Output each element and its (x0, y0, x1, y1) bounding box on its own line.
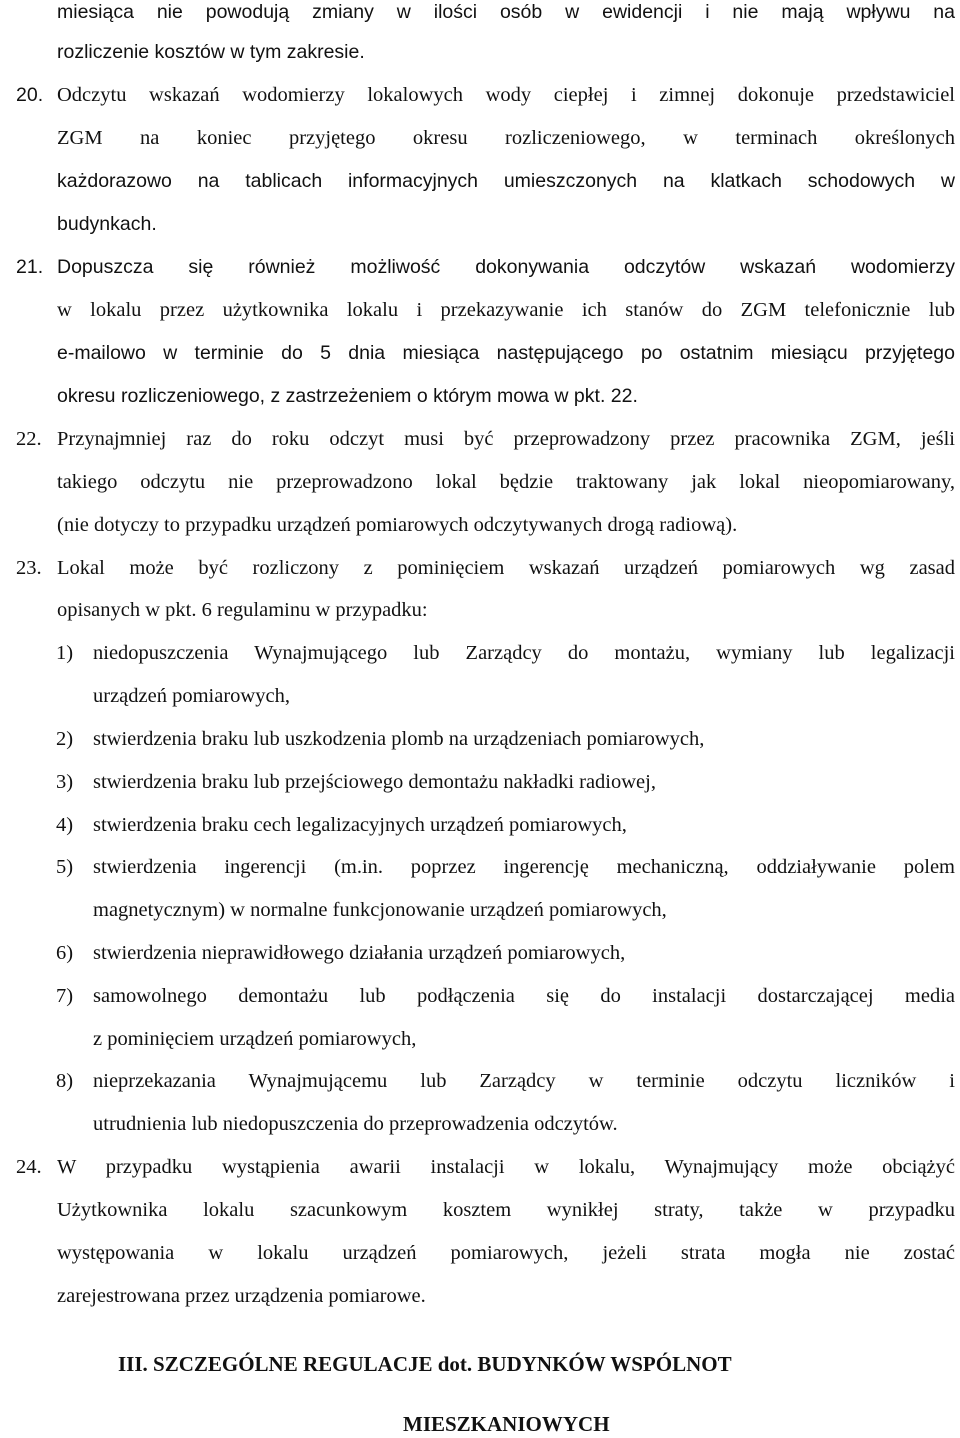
point-number: 21. (16, 256, 44, 278)
list-item-number: 5) (56, 856, 74, 878)
list-item: magnetycznym) w normalne funkcjonowanie urządzeń pomiarowych, (93, 899, 667, 921)
text-line: miesiąca nie powodują zmiany w ilości osób w ewidencji i nie mają wpływu na (57, 1, 955, 23)
text-line: każdorazowo na tablicach informacyjnych umieszczonych na klatkach schodowych w (57, 170, 955, 192)
list-item: niedopuszczenia Wynajmującego lub Zarządcy do montażu, wymiany lub legalizacji (93, 642, 955, 664)
section-heading: MIESZKANIOWYCH (403, 1412, 610, 1436)
list-item: utrudnienia lub niedopuszczenia do przeprowadzenia odczytów. (93, 1113, 618, 1135)
text-line: Lokal może być rozliczony z pominięciem wskazań urządzeń pomiarowych wg zasad (57, 557, 955, 579)
list-item-number: 2) (56, 728, 74, 750)
list-item-number: 6) (56, 942, 74, 964)
list-item: stwierdzenia braku lub przejściowego demontażu nakładki radiowej, (93, 771, 656, 793)
list-item: urządzeń pomiarowych, (93, 685, 290, 707)
text-line: okresu rozliczeniowego, z zastrzeżeniem o którym mowa w pkt. 22. (57, 385, 638, 407)
text-line: (nie dotyczy to przypadku urządzeń pomiarowych odczytywanych drogą radiową). (57, 514, 738, 536)
list-item: z pominięciem urządzeń pomiarowych, (93, 1028, 417, 1050)
text-line: Przynajmniej raz do roku odczyt musi być przeprowadzony przez pracownika ZGM, jeśli (57, 428, 955, 450)
text-line: występowania w lokalu urządzeń pomiarowych, jeżeli strata mogła nie zostać (57, 1242, 955, 1264)
text-line: rozliczenie kosztów w tym zakresie. (57, 41, 365, 63)
list-item: stwierdzenia ingerencji (m.in. poprzez ingerencję mechaniczną, oddziaływanie polem (93, 856, 955, 878)
text-line: Odczytu wskazań wodomierzy lokalowych wody ciepłej i zimnej dokonuje przedstawiciel (57, 84, 955, 106)
text-line: zarejestrowana przez urządzenia pomiarowe. (57, 1285, 426, 1307)
text-line: e-mailowo w terminie do 5 dnia miesiąca następującego po ostatnim miesiącu przyjętego (57, 342, 955, 364)
text-line: opisanych w pkt. 6 regulaminu w przypadku: (57, 599, 428, 621)
list-item: nieprzekazania Wynajmującemu lub Zarządcy w terminie odczytu liczników i (93, 1070, 955, 1092)
text-line: w lokalu przez użytkownika lokalu i przekazywanie ich stanów do ZGM telefonicznie lub (57, 299, 955, 321)
text-line: W przypadku wystąpienia awarii instalacji w lokalu, Wynajmujący może obciążyć (57, 1156, 955, 1178)
list-item-number: 3) (56, 771, 74, 793)
text-line: budynkach. (57, 213, 157, 235)
list-item-number: 1) (56, 642, 74, 664)
text-line: ZGM na koniec przyjętego okresu rozliczeniowego, w terminach określonych (57, 127, 955, 149)
point-number: 20. (16, 84, 44, 106)
point-number: 22. (16, 428, 42, 450)
point-number: 24. (16, 1156, 42, 1178)
text-line: Użytkownika lokalu szacunkowym kosztem wynikłej straty, także w przypadku (57, 1199, 955, 1221)
list-item-number: 4) (56, 814, 74, 836)
list-item: stwierdzenia nieprawidłowego działania urządzeń pomiarowych, (93, 942, 626, 964)
text-line: Dopuszcza się również możliwość dokonywania odczytów wskazań wodomierzy (57, 256, 955, 278)
list-item: stwierdzenia braku cech legalizacyjnych urządzeń pomiarowych, (93, 814, 627, 836)
text-line: takiego odczytu nie przeprowadzono lokal będzie traktowany jak lokal nieopomiarowany, (57, 471, 955, 493)
list-item: stwierdzenia braku lub uszkodzenia plomb na urządzeniach pomiarowych, (93, 728, 705, 750)
point-number: 23. (16, 557, 42, 579)
list-item-number: 7) (56, 985, 74, 1007)
list-item-number: 8) (56, 1070, 74, 1092)
section-heading: III. SZCZEGÓLNE REGULACJE dot. BUDYNKÓW WSPÓLNOT (118, 1352, 732, 1376)
list-item: samowolnego demontażu lub podłączenia się do instalacji dostarczającej media (93, 985, 955, 1007)
